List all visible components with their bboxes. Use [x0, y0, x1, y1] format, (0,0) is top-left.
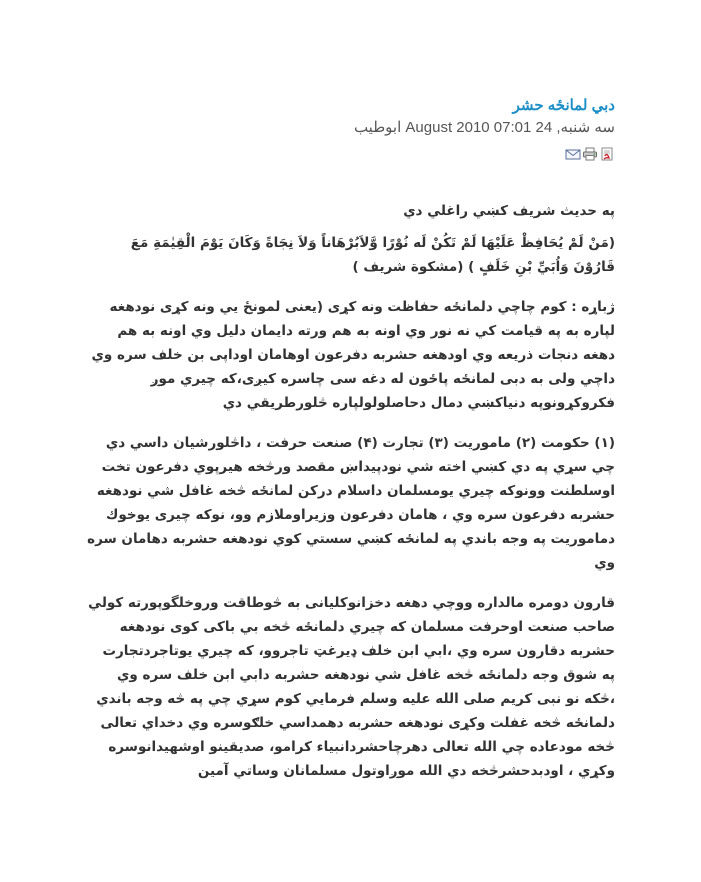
paragraph-four-causes: (١) حكومت (٢) ماموريت (٣) تجارت (۴) صنعت حرفت ، داڅلورشيان داسي دي چي سړي په دي كښي اخته شي نودپيداښ مقصد ورڅخه هيرپوي دفرعون تخت اوسلطنت وونوكه چيري يومسلمان داسلام دركن لمانځه څخه غافل شي نودهغه حشربه دفرعون سره وي ، هامان دفرعون وزيراوملازم وو، نوكه چيرى يوخوك دماموريت په وجه باندي په لمانځه كښي سستي كوي نودهغه حشربه دهامان سره وي	[87, 435, 615, 571]
arabic-quote: (مَنْ لَمْ يُحَافِظْ عَلَيْهَا لَمْ تَكُنْ لَه نُوْرًا وَّلاَبُرْهَاناً وَلاَ نِجَاةً وَكَانَ يَوْمَ الْقِيٰمَةِ مَعَ قَارُوْنَ وَاُبَيِّ بْنِ خَلَفٍ ) (مشكوة شريف )	[130, 235, 615, 275]
article	[85, 95, 615, 783]
print-icon[interactable]	[582, 147, 598, 161]
email-icon[interactable]	[565, 147, 581, 161]
article-date: سه شنبه, 24 August 2010 07:01 ابوطيب	[353, 119, 615, 136]
article-body	[85, 199, 615, 783]
article-heading: په حديث شريف كښي راغلي دي	[403, 203, 615, 219]
article-title[interactable]: دبي لمانځه حشر	[512, 97, 615, 114]
paragraph-translation: ژباړه : كوم چاچي دلمانځه حفاظت ونه كړى (يعنى لمونځ يي ونه كړى نودهغه لپاره به په قيامت كي نه نور وي اونه به هم ورته دايمان دليل وي اونه به هم دهغه دنجات ذريعه وي اودهغه حشربه دفرعون اوهامان اوداپى بن خلف سره وي داچي ولى به دبى لمانځه پاځون له دغه سى چاسره كيږى،كه چيري موږ فكروكړونوپه دنياكښي دمال دحاصلولولپاره څلورطريقي دي	[91, 299, 615, 411]
pdf-icon[interactable]	[599, 147, 615, 161]
article-tools	[85, 147, 615, 163]
paragraph-qarun: قارون دومره مالداره ووچي دهغه دخزانوكليانى به څوطاقت وروخلگوپورته كولي صاحب صنعت اوحرفت مسلمان كه چيري دلمانځه څخه بي باكى كوى نودهغه حشربه دقارون سره وي ،ابي ابن خلف ډيرغټ تاجروو، كه چيري يوتاجردتجارت په شوق وجه دلمانځه څخه غافل شي نودهغه حشربه دابي ابن خلف سره وي ،څكه نو نبى كريم صلى الله عليه وسلم فرمايي كوم سړي چي په څه وجه باندي دلمانځه څخه غفلت وكړى نودهغه حشربه دهمداسي خلګوسره وي دخداي تعالى څخه مودعاده چي الله تعالى دهرچاحشردانبياء كرامو، صديقينو اوشهيدانوسره وكړي ، اودبدحشرڅخه دي الله موږاوتول مسلمانان وساتي آمين	[88, 595, 615, 779]
